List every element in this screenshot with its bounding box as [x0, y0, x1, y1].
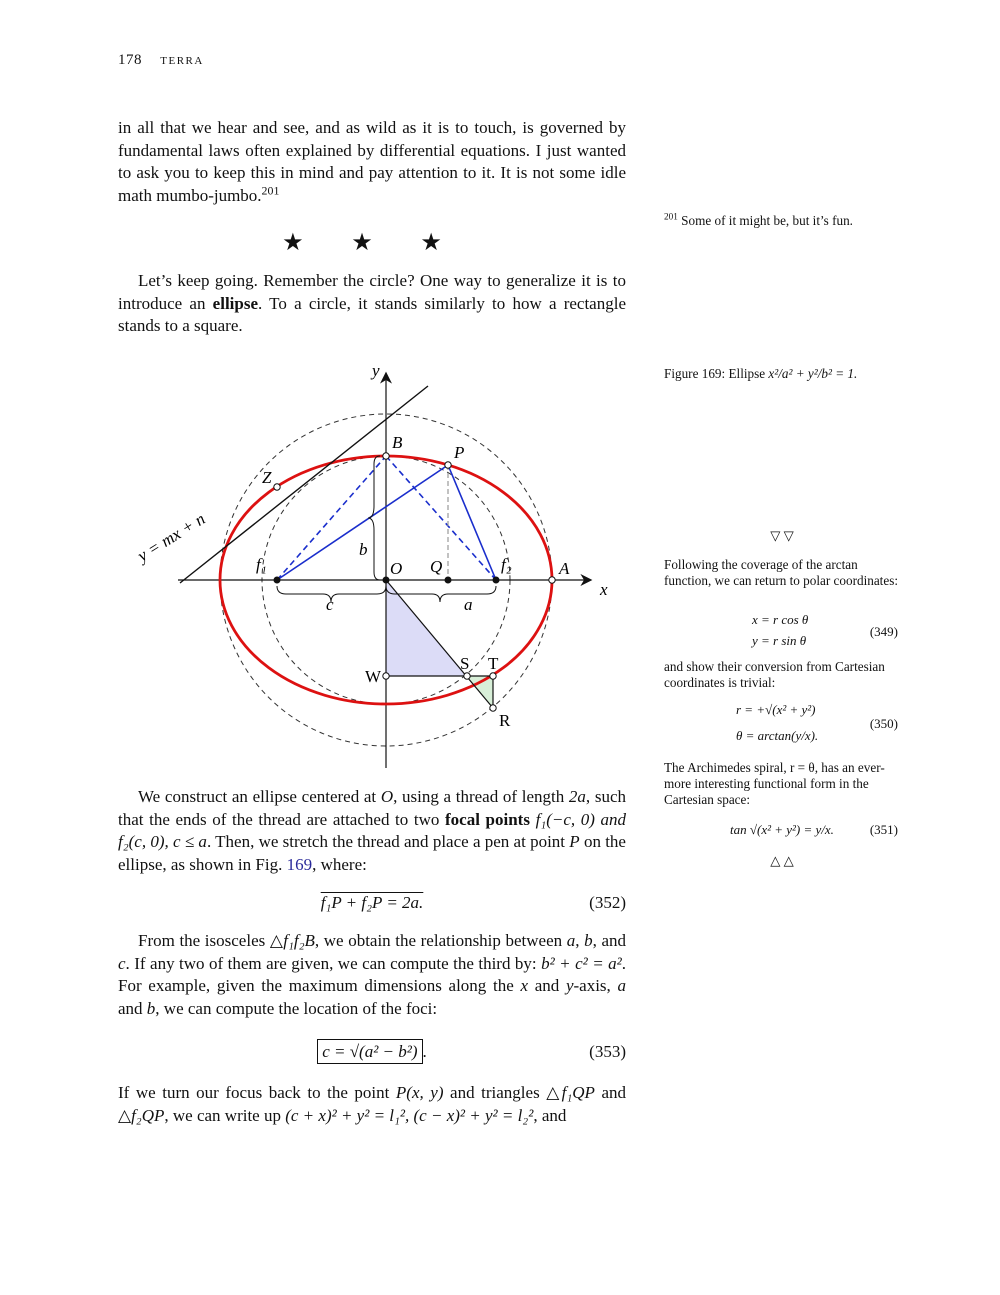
sidenote-polar-intro	[664, 557, 900, 589]
math: x	[520, 976, 529, 996]
term-ellipse: ellipse	[212, 293, 259, 313]
point-O	[383, 577, 390, 584]
text: , we obtain the relationship between	[314, 931, 567, 950]
text: , we can write up	[164, 1105, 286, 1125]
text: ,	[575, 931, 585, 950]
label-a: a	[464, 595, 473, 614]
text: We construct an ellipse centered at	[138, 787, 381, 806]
term-focal-points: focal points	[445, 809, 530, 829]
label-x: x	[600, 580, 608, 599]
section-stars: ★ ★ ★	[282, 228, 462, 256]
math: a	[617, 976, 626, 996]
point-P	[445, 462, 451, 468]
point-R	[490, 705, 496, 711]
point-S	[464, 673, 470, 679]
label-c: c	[326, 595, 334, 614]
paragraph-intro	[118, 117, 626, 207]
footnote-ref[interactable]: 201	[261, 183, 280, 198]
text: . If any two of them are given, we can compute the third by:	[125, 953, 542, 973]
text: , and	[533, 1105, 567, 1125]
text: , we can compute the location of the foci:	[155, 998, 438, 1018]
point-T	[490, 673, 496, 679]
label-B: B	[392, 433, 403, 452]
chapter-title: terra	[160, 52, 204, 68]
text: on the ellipse, as shown in Fig.	[118, 832, 626, 874]
text: Let’s keep going. Remember the circle? One way to generalize it is to introduce an	[118, 271, 626, 313]
label-b: b	[359, 540, 368, 559]
equation-350	[664, 702, 900, 750]
marker-down: ▽ ▽	[770, 528, 794, 543]
math-pythagoras: b² + c² = a²	[541, 953, 622, 973]
math: y	[565, 976, 574, 996]
math-triangle: △f₁f₂B	[269, 931, 315, 950]
math: c	[118, 953, 126, 973]
label-S: S	[460, 654, 470, 673]
equation-body: f₁P + f₂P = 2a.	[320, 893, 424, 912]
text: and	[118, 998, 147, 1018]
sidenote-text: and show their conversion from Cartesian coordinates is trivial:	[664, 659, 885, 690]
math-triangle: △f₂QP	[118, 1105, 165, 1125]
math-distances: (c + x)² + y² = l₁², (c − x)² + y² = l₂²	[285, 1105, 534, 1125]
equation-number: (351)	[869, 822, 898, 837]
math-P: P	[569, 832, 580, 852]
paragraph-isosceles	[118, 930, 626, 1020]
sidenote-conversion	[664, 659, 900, 691]
equation-box: c = √(a² − b²)	[317, 1039, 422, 1064]
text: -axis,	[573, 976, 618, 996]
equation-line: θ = arctan(y/x).	[736, 728, 819, 743]
point-A	[549, 577, 555, 583]
label-tangent-line: y = mx + n	[134, 509, 209, 566]
text: , using a thread of length	[393, 787, 569, 806]
label-f2: f₂	[501, 555, 512, 574]
label-P: P	[454, 443, 465, 462]
label-Z: Z	[262, 468, 272, 487]
sidenote-spiral	[664, 760, 900, 808]
point-f1	[274, 577, 281, 584]
text: From the isosceles	[138, 931, 270, 950]
equation-353	[118, 1042, 626, 1068]
point-W	[383, 673, 389, 679]
figure-link[interactable]: 169	[286, 854, 313, 874]
text: .	[422, 1042, 427, 1061]
text: and triangles	[443, 1083, 547, 1102]
figure-caption	[664, 366, 900, 382]
math: b	[146, 998, 156, 1018]
paragraph-text: in all that we hear and see, and as wild as it is to touch, is governed by fundamental laws often explained by differential equations. I just wanted to ask you to keep this in mind and pay attention to it. It is not some idle math mumbo-jumbo.	[118, 118, 626, 205]
paragraph-focus-back	[118, 1082, 626, 1127]
text: . To a circle, it stands similarly to how a rectangle stands to a square.	[118, 293, 626, 336]
equation-line: y = r sin θ	[752, 633, 807, 648]
label-y: y	[372, 361, 380, 380]
label-R: R	[499, 711, 511, 730]
point-f2	[493, 577, 500, 584]
equation-line: r = +√(x² + y²)	[736, 702, 816, 717]
math-foci: f₁(−c, 0) and f₂(c, 0), c ≤ a	[118, 809, 626, 852]
sidenote-text: The Archimedes spiral, r = θ, has an ever-more interesting functional form in the Cartesian space:	[664, 760, 885, 807]
math: a	[566, 931, 576, 950]
sidenote-text: Following the coverage of the arctan function, we can return to polar coordinates:	[664, 557, 898, 588]
label-Q: Q	[430, 557, 443, 576]
math-P: P(x, y)	[395, 1083, 444, 1102]
label-W: W	[365, 667, 382, 686]
sidenote-201	[664, 213, 900, 229]
caption-label: Figure 169: Ellipse	[664, 366, 769, 381]
math-O: O	[380, 787, 394, 806]
paragraph-ellipse-intro	[118, 270, 626, 338]
text: , such that the ends of the thread are attached to two	[118, 787, 626, 829]
caption-equation: x²/a² + y²/b² = 1.	[768, 366, 858, 381]
page-number: 178	[118, 52, 142, 68]
equation-line: tan √(x² + y²) = y/x.	[730, 822, 834, 837]
text: If we turn our focus back to the point	[118, 1083, 396, 1102]
text: . For example, given the maximum dimensions along the	[118, 953, 627, 996]
equation-number: (353)	[589, 1042, 626, 1061]
page-header	[118, 52, 204, 69]
ellipse-figure	[118, 350, 618, 780]
equation-number: (352)	[589, 893, 626, 912]
equation-number: (350)	[869, 716, 898, 731]
point-Z	[274, 484, 280, 490]
thread-f1-P	[277, 465, 448, 580]
math-2a: 2a	[568, 787, 586, 806]
equation-body	[118, 1042, 626, 1062]
equation-352	[118, 893, 626, 919]
math-triangle: △f₁QP	[546, 1083, 595, 1102]
text: and	[528, 976, 566, 996]
marker-up: △ △	[770, 853, 794, 868]
equation-number: (349)	[869, 624, 898, 639]
math: b	[584, 931, 593, 950]
label-T: T	[488, 654, 499, 673]
sidenote-mark: 201	[664, 211, 678, 222]
point-Q	[445, 577, 452, 584]
sidenote-text: Some of it might be, but it’s fun.	[681, 213, 853, 228]
label-f1: f₁	[256, 555, 267, 574]
paragraph-construction	[118, 786, 626, 876]
label-O: O	[390, 559, 403, 578]
text: , and	[592, 931, 627, 950]
point-B	[383, 453, 389, 459]
equation-349	[664, 612, 900, 652]
tangent-line	[180, 386, 428, 583]
text: and	[594, 1083, 626, 1102]
text: . Then, we stretch the thread and place a pen at point	[206, 832, 570, 852]
label-A: A	[559, 559, 570, 578]
text: , where:	[312, 854, 367, 874]
equation-351	[664, 822, 900, 842]
equation-line: x = r cos θ	[752, 612, 809, 627]
